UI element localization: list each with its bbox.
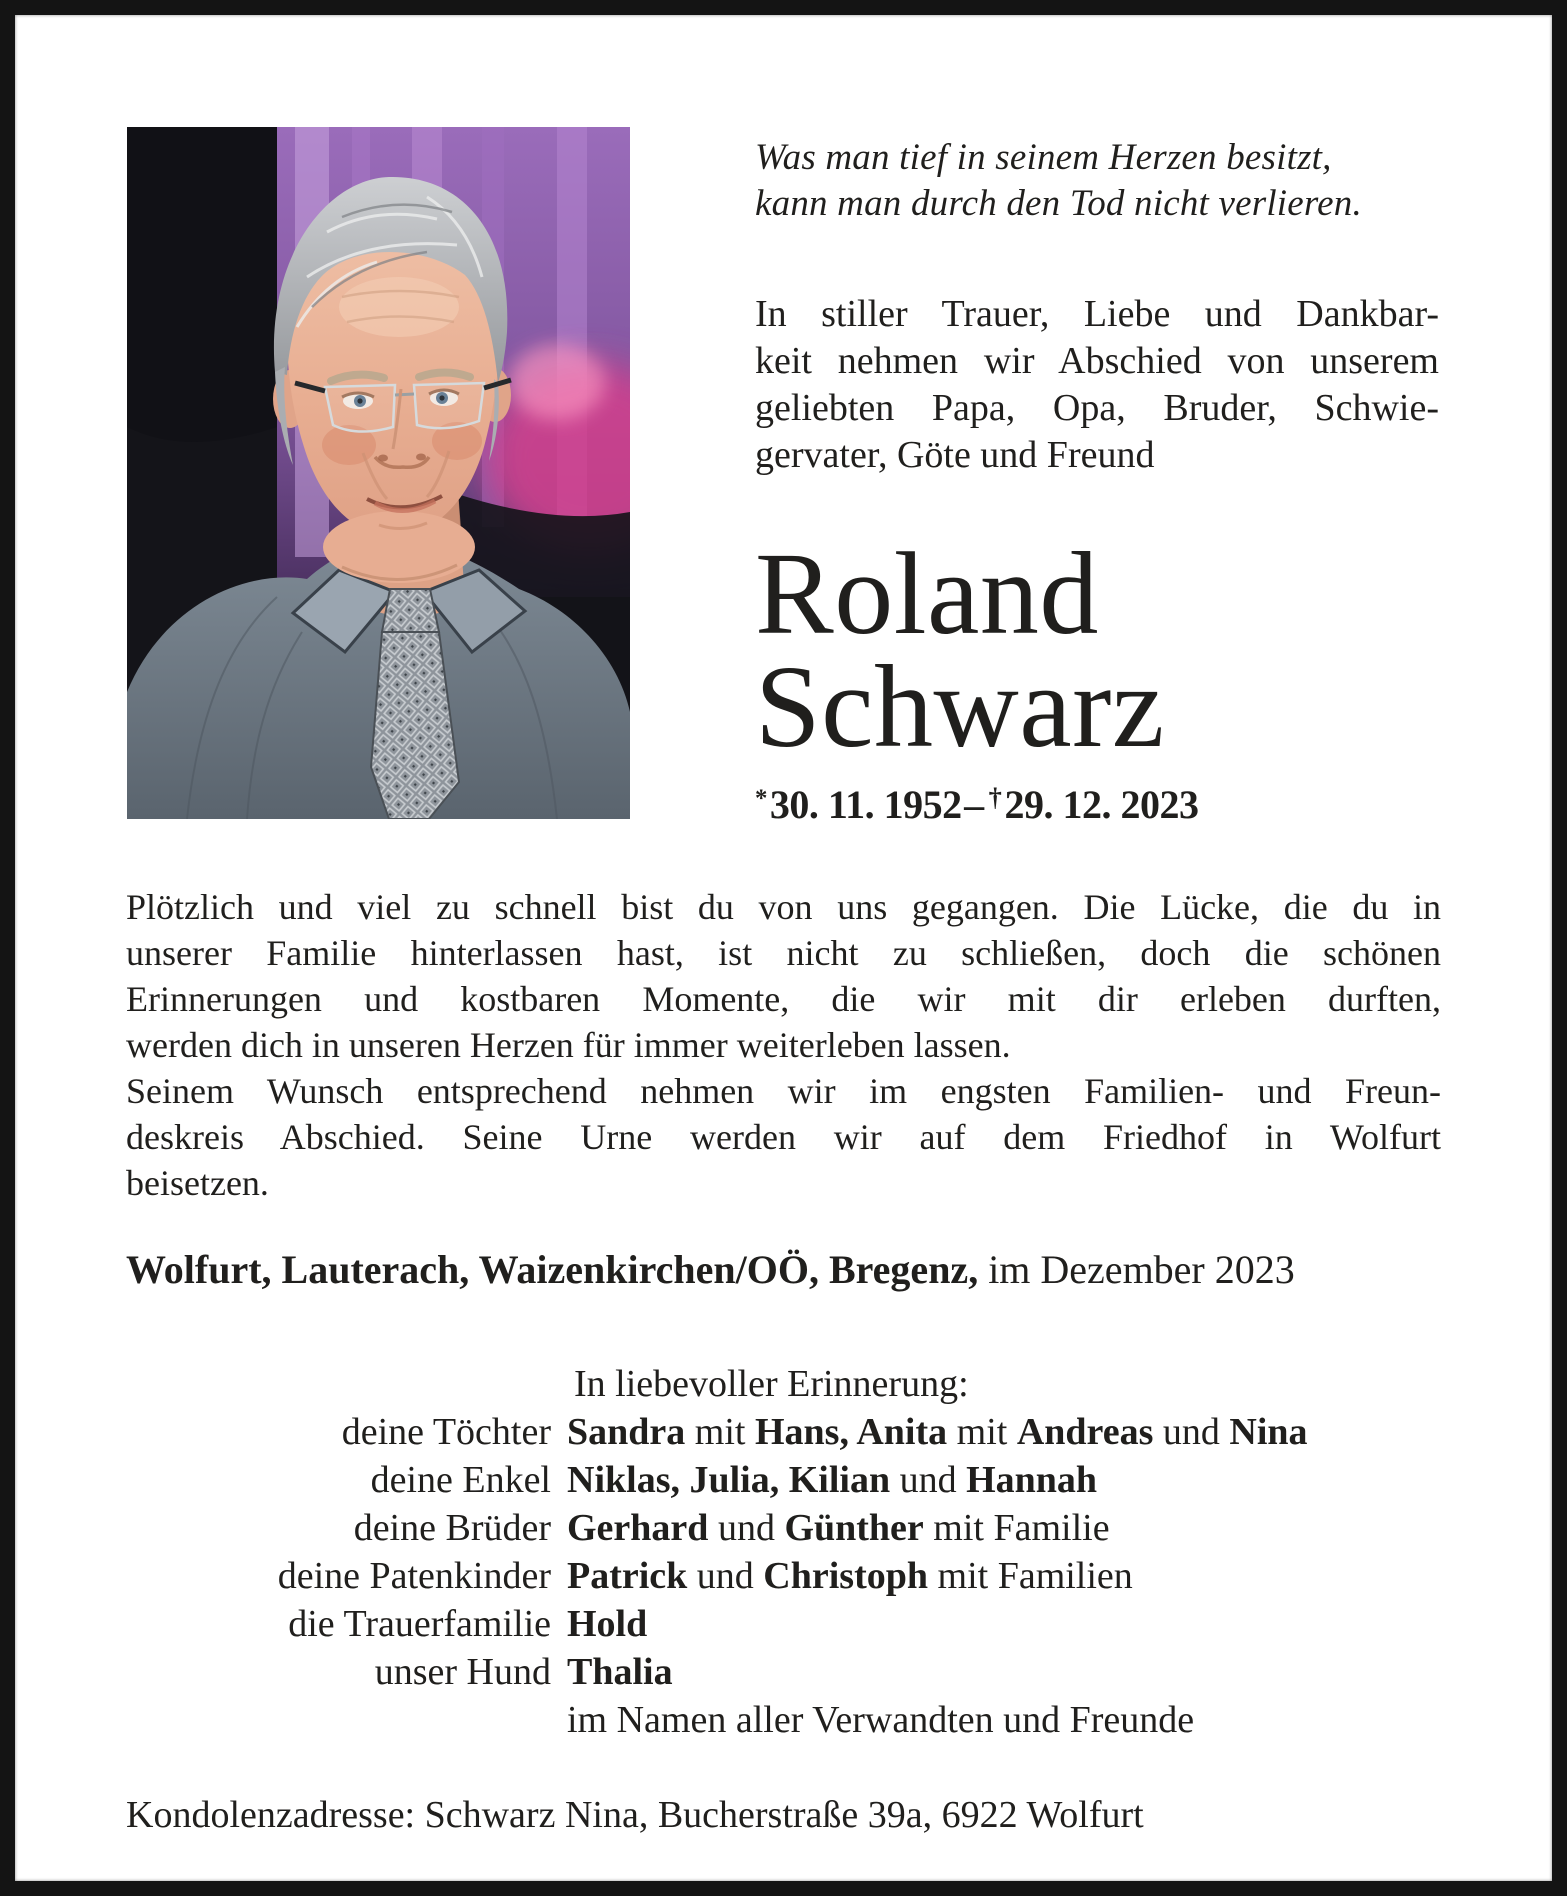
row-label: deine Brüder <box>353 1507 551 1549</box>
row-label: die Trauerfamilie <box>288 1603 551 1645</box>
name-bold-segment: Gerhard <box>567 1507 709 1549</box>
text-line: In stiller Trauer, Liebe und Dankbar- <box>755 293 1439 335</box>
quote-line: Was man tief in seinem Herzen besitzt, <box>755 137 1332 178</box>
birth-date: 30. 11. 1952 <box>769 782 962 827</box>
death-date: 29. 12. 2023 <box>1004 782 1199 827</box>
row-names <box>567 1408 1441 1456</box>
remembrance-section <box>126 1360 1441 1744</box>
date-separator: – <box>964 782 984 827</box>
text-segment: und <box>1153 1411 1230 1453</box>
row-names <box>567 1456 1441 1504</box>
name-bold-segment: Sandra <box>567 1411 686 1453</box>
text-segment: mit <box>947 1411 1017 1453</box>
name-bold-segment: Günther <box>784 1507 924 1549</box>
text-line: keit nehmen wir Abschied von unserem <box>755 340 1439 382</box>
text-line: Plötzlich und viel zu schnell bist du von uns gegangen. Die Lücke, die du in <box>126 887 1441 927</box>
row-label: deine Patenkinder <box>277 1555 551 1597</box>
remembrance-heading: In liebevoller Erinnerung: <box>574 1363 969 1405</box>
memorial-quote <box>755 135 1439 227</box>
row-label: deine Töchter <box>341 1411 551 1453</box>
quote-line: kann man durch den Tod nicht verlieren. <box>755 183 1362 224</box>
row-label: deine Enkel <box>370 1459 551 1501</box>
remembrance-row <box>126 1408 1441 1456</box>
birth-symbol: * <box>755 784 767 812</box>
name-bold-segment: Niklas, Julia, Kilian <box>567 1459 891 1501</box>
deceased-name <box>755 528 1439 772</box>
text-line: unserer Familie hinterlassen hast, ist nicht zu schließen, doch die schönen <box>126 933 1441 973</box>
text-line: Seinem Wunsch entsprechend nehmen wir im engsten Familien- und Freun- <box>126 1071 1441 1111</box>
remembrance-row <box>126 1648 1441 1696</box>
row-names <box>567 1552 1441 1600</box>
text-segment: und <box>687 1555 764 1597</box>
row-names <box>567 1600 1441 1648</box>
row-label: unser Hund <box>374 1651 551 1693</box>
row-names <box>567 1504 1441 1552</box>
text-segment: mit Familien <box>928 1555 1133 1597</box>
deceased-last-name: Schwarz <box>755 641 1165 772</box>
text-line: deskreis Abschied. Seine Urne werden wir auf dem Friedhof in Wolfurt <box>126 1117 1441 1157</box>
text-line: beisetzen. <box>126 1163 269 1203</box>
text-segment: und <box>890 1459 967 1501</box>
portrait-photo <box>127 127 630 819</box>
remembrance-row <box>126 1456 1441 1504</box>
name-bold-segment: Thalia <box>567 1651 673 1693</box>
name-bold-segment: Christoph <box>763 1555 929 1597</box>
name-bold-segment: Hannah <box>966 1459 1098 1501</box>
death-symbol: † <box>988 782 1002 813</box>
text-segment: mit Familie <box>923 1507 1110 1549</box>
text-segment: mit <box>685 1411 755 1453</box>
farewell-text <box>126 884 1441 1206</box>
condolence-address: Kondolenzadresse: Schwarz Nina, Bucherstraße 39a, 6922 Wolfurt <box>126 1794 1144 1836</box>
row-names <box>567 1648 1441 1696</box>
portrait-photo-illustration <box>127 127 630 819</box>
cities-bold: Wolfurt, Lauterach, Waizenkirchen/OÖ, Bregenz, <box>126 1247 979 1292</box>
text-line: Erinnerungen und kostbaren Momente, die wir mit dir erleben durften, <box>126 979 1441 1019</box>
text-line: gervater, Göte und Freund <box>755 434 1155 476</box>
chin <box>323 511 475 583</box>
deceased-first-name: Roland <box>755 528 1099 659</box>
right-column <box>755 127 1439 828</box>
remembrance-row <box>126 1552 1441 1600</box>
name-bold-segment: Andreas <box>1016 1411 1154 1453</box>
birth-death-dates <box>755 781 1439 828</box>
remembrance-row <box>126 1504 1441 1552</box>
text-segment: und <box>708 1507 785 1549</box>
name-bold-segment: Hans, Anita <box>754 1411 948 1453</box>
remembrance-closing: im Namen aller Verwandten und Freunde <box>567 1699 1195 1741</box>
text-line: geliebten Papa, Opa, Bruder, Schwie- <box>755 387 1439 429</box>
remembrance-row <box>126 1600 1441 1648</box>
obituary-content <box>15 127 1552 1840</box>
row-label-empty <box>126 1696 551 1744</box>
remembrance-closing-row <box>126 1696 1441 1744</box>
text-line: werden dich in unseren Herzen für immer weiterleben lassen. <box>126 1025 1011 1065</box>
top-section <box>126 127 1441 828</box>
name-bold-segment: Patrick <box>567 1555 688 1597</box>
cities-date-line <box>126 1244 1441 1296</box>
intro-paragraph <box>755 291 1439 479</box>
name-bold-segment: Hold <box>567 1603 648 1645</box>
name-bold-segment: Nina <box>1229 1411 1308 1453</box>
cities-regular: im Dezember 2023 <box>988 1247 1295 1292</box>
